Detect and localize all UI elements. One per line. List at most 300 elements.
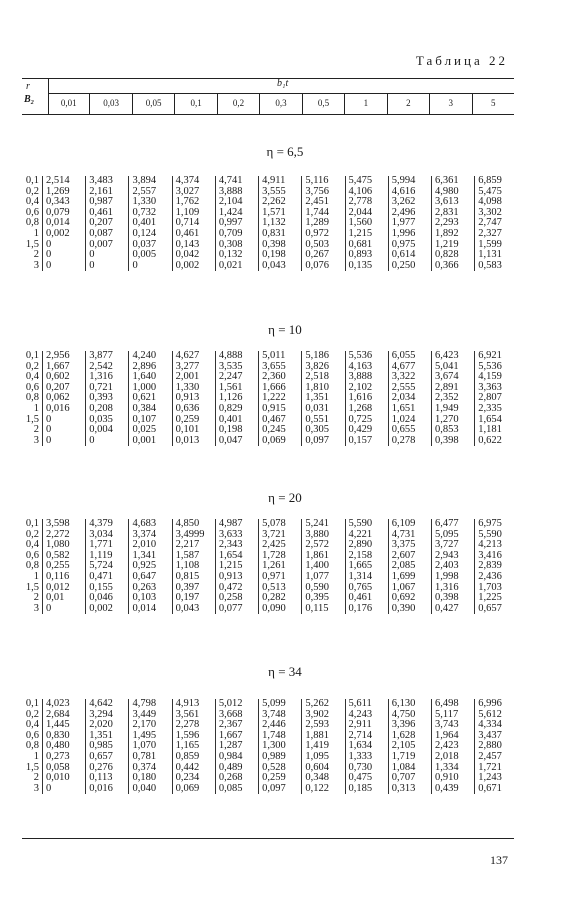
table-cell: 5,099 [259,699,302,710]
table-cell: 0,308 [215,240,258,251]
table-cell: 0,132 [215,250,258,261]
table-cell: 1,119 [86,551,129,562]
table-cell: 2,496 [388,208,431,219]
table-cell: 0,040 [129,784,172,795]
table-cell: 1,243 [475,773,518,784]
table-cell: 2,778 [345,197,388,208]
table-cell: 4,334 [475,720,518,731]
table-cell: 0,002 [172,261,215,272]
table-cell: 4,243 [345,710,388,721]
table-cell: 1,215 [215,561,258,572]
table-cell: 1,269 [43,187,86,198]
table-cell: 0,467 [259,415,302,426]
table-cell: 0,397 [172,583,215,594]
table-cell: 0,984 [215,752,258,763]
table-cell: 5,590 [475,530,518,541]
table-cell: 0 [43,415,86,426]
col-header: 3 [429,93,471,114]
table-cell: 0,002 [43,229,86,240]
table-cell: 1,289 [302,218,345,229]
table-cell: 3,374 [129,530,172,541]
table-cell: 4,731 [388,530,431,541]
table-cell: 0,079 [43,208,86,219]
table-row [18,604,518,615]
table-cell: 2,684 [43,710,86,721]
col-header: 0,01 [60,98,77,108]
table-cell: 0,043 [259,261,302,272]
r-value: 3 [33,602,39,614]
table-cell: 2,593 [302,720,345,731]
table-cell: 2,839 [475,561,518,572]
table-cell: 0,313 [388,784,431,795]
table-cell: 1,561 [215,383,258,394]
table-cell: 2,360 [259,372,302,383]
table-cell: 0,234 [172,773,215,784]
table-cell: 3,483 [86,176,129,187]
table-cell: 1,654 [475,415,518,426]
table-cell: 2,956 [43,351,86,362]
table-cell: 4,163 [345,362,388,373]
r-value: 3 [33,782,39,794]
r-value: 2 [33,424,39,436]
table-cell: 3,756 [302,187,345,198]
table-cell: 4,741 [215,176,258,187]
table-cell: 2,272 [43,530,86,541]
table-cell: 2,831 [431,208,474,219]
table-cell: 0,374 [129,763,172,774]
table-cell: 0,398 [431,593,474,604]
table-cell: 3,396 [388,720,431,731]
table-cell: 4,616 [388,187,431,198]
table-cell: 2,020 [86,720,129,731]
r-value: 0,1 [25,518,39,529]
table-cell: 0,853 [431,425,474,436]
table-cell: 1,225 [475,593,518,604]
table-caption: Таблица 22 [415,53,508,68]
table-cell: 0 [43,250,86,261]
table-cell: 2,247 [215,372,258,383]
r-value: 0,1 [25,175,39,186]
table-cell: 0,390 [388,604,431,615]
table-cell: 0,925 [129,561,172,572]
table-cell: 5,262 [302,699,345,710]
table-cell: 2,423 [431,741,474,752]
table-cell: 0,087 [86,229,129,240]
table-cell: 0,655 [388,425,431,436]
table-cell: 3,363 [475,383,518,394]
table-cell: 0,987 [86,197,129,208]
table-cell: 1,599 [475,240,518,251]
eta-heading: η = 10 [268,322,302,337]
r-value: 0,4 [25,719,39,731]
table-cell: 0,208 [86,404,129,415]
table-cell: 5,590 [345,519,388,530]
table-cell: 3,4999 [172,530,215,541]
table-cell: 1,000 [129,383,172,394]
table-cell: 0,263 [129,583,172,594]
table-cell: 0,004 [86,425,129,436]
r-value: 0,2 [25,528,39,540]
table-cell: 0,671 [475,784,518,795]
table-row [18,351,518,362]
eta-heading: η = 34 [268,664,302,679]
r-value: 3 [33,434,39,446]
table-cell: 2,262 [259,197,302,208]
r-value: 1 [33,570,39,582]
table-cell: 0,267 [302,250,345,261]
table-cell: 2,158 [345,551,388,562]
table-cell: 0,103 [129,593,172,604]
table-cell: 0,343 [43,197,86,208]
table-cell: 0,259 [259,773,302,784]
table-cell: 1,270 [431,415,474,426]
table-cell: 2,278 [172,720,215,731]
table-cell: 3,880 [302,530,345,541]
table-cell: 3,437 [475,731,518,742]
r-value: 0,1 [25,698,39,709]
table-cell: 5,536 [345,351,388,362]
r-value: 0,4 [25,371,39,383]
table-cell: 0 [43,261,86,272]
table-cell: 0,602 [43,372,86,383]
table-cell: 1,109 [172,208,215,219]
table-cell: 0,037 [129,240,172,251]
table-cell: 5,612 [475,710,518,721]
table-cell: 3,674 [431,372,474,383]
table-cell: 0,180 [129,773,172,784]
table-cell: 0 [43,436,86,447]
table-cell: 5,186 [302,351,345,362]
table-row [18,229,518,240]
table-cell: 1,587 [172,551,215,562]
table-cell: 5,116 [302,176,345,187]
table-cell: 0,031 [302,404,345,415]
table-cell: 0,122 [302,784,345,795]
r-value: 1,5 [25,238,39,250]
table-cell: 1,998 [431,572,474,583]
table-cell: 2,557 [129,187,172,198]
table-cell: 0,830 [43,731,86,742]
table-cell: 0,273 [43,752,86,763]
table-cell: 4,159 [475,372,518,383]
header-bottom-rule [22,114,514,115]
table-cell: 6,498 [431,699,474,710]
table-cell: 5,536 [475,362,518,373]
table-cell: 0,013 [172,436,215,447]
r-value: 0,6 [25,729,39,741]
table-cell: 0,398 [431,436,474,447]
table-cell: 0,915 [259,404,302,415]
table-cell: 3,449 [129,710,172,721]
table-cell: 0,097 [259,784,302,795]
table-row [18,784,518,795]
table-cell: 3,555 [259,187,302,198]
table-cell: 3,416 [475,551,518,562]
table-cell: 5,095 [431,530,474,541]
table-cell: 0,427 [431,604,474,615]
table-cell: 0,101 [172,425,215,436]
table-cell: 5,241 [302,519,345,530]
table-cell: 1,810 [302,383,345,394]
table-cell: 1,131 [475,250,518,261]
table-header [22,78,514,114]
col-header: 0,1 [174,93,216,114]
table-cell: 4,750 [388,710,431,721]
col-header: 2 [387,93,429,114]
data-block [18,351,518,446]
r-value: 0,1 [25,350,39,361]
eta-heading: η = 20 [268,490,302,505]
r-value: 1 [33,402,39,414]
r-value: 0,8 [25,560,39,572]
table-cell: 5,994 [388,176,431,187]
table-cell: 3,721 [259,530,302,541]
table-cell: 0,124 [129,229,172,240]
r-value: 1,5 [25,581,39,593]
table-cell: 5,041 [431,362,474,373]
table-cell: 0,472 [215,583,258,594]
table-cell: 0,002 [86,604,129,615]
table-cell: 1,300 [259,741,302,752]
table-cell: 2,010 [129,540,172,551]
table-cell: 0,135 [345,261,388,272]
table-cell: 0,480 [43,741,86,752]
table-cell: 0,113 [86,773,129,784]
col-header: 5 [472,93,514,114]
table-cell: 2,572 [302,540,345,551]
table-cell: 5,011 [259,351,302,362]
table-cell: 0,503 [302,240,345,251]
table-cell: 1,070 [129,741,172,752]
table-cell: 4,980 [431,187,474,198]
r-value: 1,5 [25,413,39,425]
table-cell: 0,250 [388,261,431,272]
table-cell: 0,439 [431,784,474,795]
col-header: 0,2 [217,93,259,114]
table-cell: 1,651 [388,404,431,415]
table-cell: 0,730 [345,763,388,774]
table-cell: 0,062 [43,393,86,404]
table-cell: 1,341 [129,551,172,562]
page-number: 137 [490,853,508,867]
table-cell: 3,894 [129,176,172,187]
table-cell: 0,384 [129,404,172,415]
table-cell: 4,913 [172,699,215,710]
table-cell: 2,352 [431,393,474,404]
table-cell: 0,207 [43,383,86,394]
r-value: 0,8 [25,217,39,229]
table-cell: 0,069 [259,436,302,447]
table-cell: 2,425 [259,540,302,551]
table-cell: 1,666 [259,383,302,394]
table-cell: 0,005 [129,250,172,261]
table-cell: 0,115 [302,604,345,615]
table-cell: 4,987 [215,519,258,530]
table-cell: 1,667 [43,362,86,373]
table-cell: 0,604 [302,763,345,774]
table-cell: 1,744 [302,208,345,219]
table-cell: 2,890 [345,540,388,551]
table-cell: 0,014 [129,604,172,615]
table-cell: 6,975 [475,519,518,530]
table-cell: 0,985 [86,741,129,752]
table-cell: 0,971 [259,572,302,583]
table-cell: 0 [43,784,86,795]
table-cell: 2,747 [475,218,518,229]
table-cell: 2,170 [129,720,172,731]
table-row [18,519,518,530]
table-cell: 0,461 [86,208,129,219]
table-cell: 1,084 [388,763,431,774]
table-cell: 3,877 [86,351,129,362]
table-cell: 1,219 [431,240,474,251]
table-cell: 0,097 [302,436,345,447]
table-cell: 3,743 [431,720,474,731]
table-cell: 0,975 [388,240,431,251]
eta-heading: η = 6,5 [266,144,304,159]
table-cell: 4,374 [172,176,215,187]
table-cell: 1,699 [388,572,431,583]
table-cell: 1,721 [475,763,518,774]
table-cell: 0,025 [129,425,172,436]
table-cell: 2,891 [431,383,474,394]
table-cell: 0,042 [172,250,215,261]
table-cell: 4,221 [345,530,388,541]
table-cell: 0,913 [215,572,258,583]
table-cell: 5,475 [475,187,518,198]
table-cell: 2,911 [345,720,388,731]
table-cell: 0,116 [43,572,86,583]
table-cell: 0,157 [345,436,388,447]
table-cell: 6,423 [431,351,474,362]
table-cell: 2,044 [345,208,388,219]
table-cell: 2,161 [86,187,129,198]
table-cell: 3,322 [388,372,431,383]
table-cell: 1,719 [388,752,431,763]
table-cell: 5,475 [345,176,388,187]
table-cell: 1,977 [388,218,431,229]
table-cell: 0,681 [345,240,388,251]
col-header: 0,05 [132,93,174,114]
table-cell: 6,477 [431,519,474,530]
table-cell: 1,314 [345,572,388,583]
table-cell: 2,807 [475,393,518,404]
table-cell: 1,964 [431,731,474,742]
b-label: B₂ [24,94,35,105]
r-value: 1 [33,227,39,239]
table-cell: 5,078 [259,519,302,530]
table-cell: 6,361 [431,176,474,187]
table-cell: 3,748 [259,710,302,721]
table-cell: 0 [86,261,129,272]
table-cell: 0,043 [172,604,215,615]
table-cell: 2,343 [215,540,258,551]
table-cell: 0 [86,436,129,447]
table-cell: 4,106 [345,187,388,198]
r-value: 0,6 [25,381,39,393]
table-cell: 2,896 [129,362,172,373]
table-cell: 3,826 [302,362,345,373]
table-cell: 0 [43,604,86,615]
table-cell: 1,667 [215,731,258,742]
table-cell: 1,703 [475,583,518,594]
table-cell: 0,528 [259,763,302,774]
table-cell: 2,607 [388,551,431,562]
r-value: 0,2 [25,360,39,372]
table-cell: 0,972 [302,229,345,240]
table-cell: 0,513 [259,583,302,594]
table-cell: 3,294 [86,710,129,721]
table-cell: 2,034 [388,393,431,404]
table-cell: 1,080 [43,540,86,551]
table-cell: 4,627 [172,351,215,362]
table-cell: 2,880 [475,741,518,752]
table-cell: 2,446 [259,720,302,731]
table-cell: 1,334 [431,763,474,774]
table-cell: 1,215 [345,229,388,240]
table-cell: 2,018 [431,752,474,763]
table-cell: 1,333 [345,752,388,763]
table-cell: 1,132 [259,218,302,229]
table-cell: 0,461 [345,593,388,604]
table-cell: 0,021 [215,261,258,272]
table-cell: 2,327 [475,229,518,240]
table-cell: 0 [43,425,86,436]
table-cell: 3,655 [259,362,302,373]
table-cell: 0,401 [129,218,172,229]
table-cell: 1,665 [345,561,388,572]
r-value: 0,4 [25,539,39,551]
table-cell: 1,095 [302,752,345,763]
table-cell: 0,636 [172,404,215,415]
table-cell: 0,348 [302,773,345,784]
bt-label: b₁t [277,78,289,89]
table-cell: 0,197 [172,593,215,604]
table-cell: 0,014 [43,218,86,229]
table-cell: 1,287 [215,741,258,752]
r-value: 1 [33,750,39,762]
table-cell: 3,888 [345,372,388,383]
table-cell: 0,076 [302,261,345,272]
table-cell: 0,781 [129,752,172,763]
table-cell: 1,181 [475,425,518,436]
table-cell: 0,913 [172,393,215,404]
table-cell: 4,683 [129,519,172,530]
table-cell: 0,989 [259,752,302,763]
table-cell: 3,633 [215,530,258,541]
table-cell: 3,888 [215,187,258,198]
table-cell: 2,104 [215,197,258,208]
table-cell: 0,622 [475,436,518,447]
table-cell: 0,714 [172,218,215,229]
table-cell: 0,001 [129,436,172,447]
table-cell: 0,621 [129,393,172,404]
table-cell: 1,616 [345,393,388,404]
col-header: 0,3 [259,93,301,114]
col-header: 1 [344,93,386,114]
r-value: 0,4 [25,196,39,208]
table-cell: 5,724 [86,561,129,572]
table-cell: 1,596 [172,731,215,742]
table-cell: 1,419 [302,741,345,752]
table-cell: 0,910 [431,773,474,784]
table-cell: 1,495 [129,731,172,742]
table-cell: 4,911 [259,176,302,187]
table-cell: 2,457 [475,752,518,763]
table-cell: 0,268 [215,773,258,784]
table-cell: 4,240 [129,351,172,362]
table-row [18,752,518,763]
